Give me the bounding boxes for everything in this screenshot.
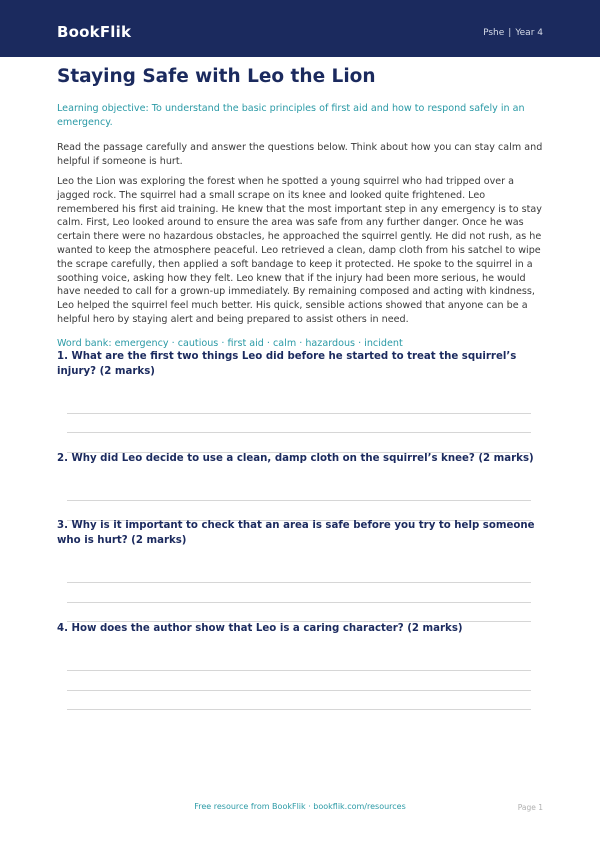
- footer-resource-link[interactable]: Free resource from BookFlik · bookflik.com/resources: [194, 802, 406, 811]
- worksheet-title: Staying Safe with Leo the Lion: [57, 66, 376, 87]
- question-2: 2. Why did Leo decide to use a clean, damp cloth on the squirrel’s knee? (2 marks): [57, 453, 534, 464]
- page-number: Page 1: [517, 803, 543, 812]
- question-1: 1. What are the first two things Leo did before he started to treat the squirrel’s injury? (2 marks): [57, 351, 517, 377]
- subject-year-label: [483, 28, 543, 38]
- header-bar: [0, 0, 600, 57]
- separator: |: [508, 28, 512, 38]
- brand-logo[interactable]: BookFlik: [57, 23, 132, 41]
- answer-line[interactable]: [67, 602, 531, 603]
- instructions: Read the passage carefully and answer the questions below. Think about how you can stay calm and helpful if someone is hurt.: [57, 142, 543, 167]
- answer-line[interactable]: [67, 413, 531, 414]
- reading-passage: Leo the Lion was exploring the forest when he spotted a young squirrel who had tripped over a jagged rock. The squirrel had a small scrape on its knee and looked quite frightened. Leo remembered his first aid training. He knew that the most important step in any emergency is to stay calm. First, Leo looked around to ensure the area was safe from any further danger. Once he was certain there were no hazardous obstacles, he approached the squirrel gently. He did not rush, as he wanted to keep the atmosphere peaceful. Leo retrieved a clean, damp cloth from his satchel to wipe the scrape carefully, then applied a soft bandage to keep it protected. He spoke to the squirrel in a soothing voice, asking how they felt. Leo knew that if the injury had been more serious, he would have needed to call for a grown-up immediately. By remaining composed and acting with kindness, Leo helped the squirrel feel much better. His quick, sensible actions showed that anyone can be a helpful hero by staying alert and being prepared to assist others in need.: [57, 176, 542, 325]
- answer-line[interactable]: [67, 500, 531, 501]
- answer-line[interactable]: [67, 709, 531, 710]
- year-label: Year 4: [515, 28, 543, 38]
- worksheet-body: [57, 64, 544, 350]
- subject-label: Pshe: [483, 28, 505, 38]
- answer-line[interactable]: [67, 670, 531, 671]
- question-3: 3. Why is it important to check that an area is safe before you try to help someone who is hurt? (2 marks): [57, 520, 535, 546]
- answer-line[interactable]: [67, 582, 531, 583]
- answer-line[interactable]: [67, 690, 531, 691]
- word-bank: Word bank: emergency · cautious · first aid · calm · hazardous · incident: [57, 337, 403, 349]
- answer-line[interactable]: [67, 432, 531, 433]
- question-4: 4. How does the author show that Leo is a caring character? (2 marks): [57, 623, 463, 634]
- learning-objective: Learning objective: To understand the basic principles of first aid and how to respond safely in an emergency.: [57, 103, 525, 128]
